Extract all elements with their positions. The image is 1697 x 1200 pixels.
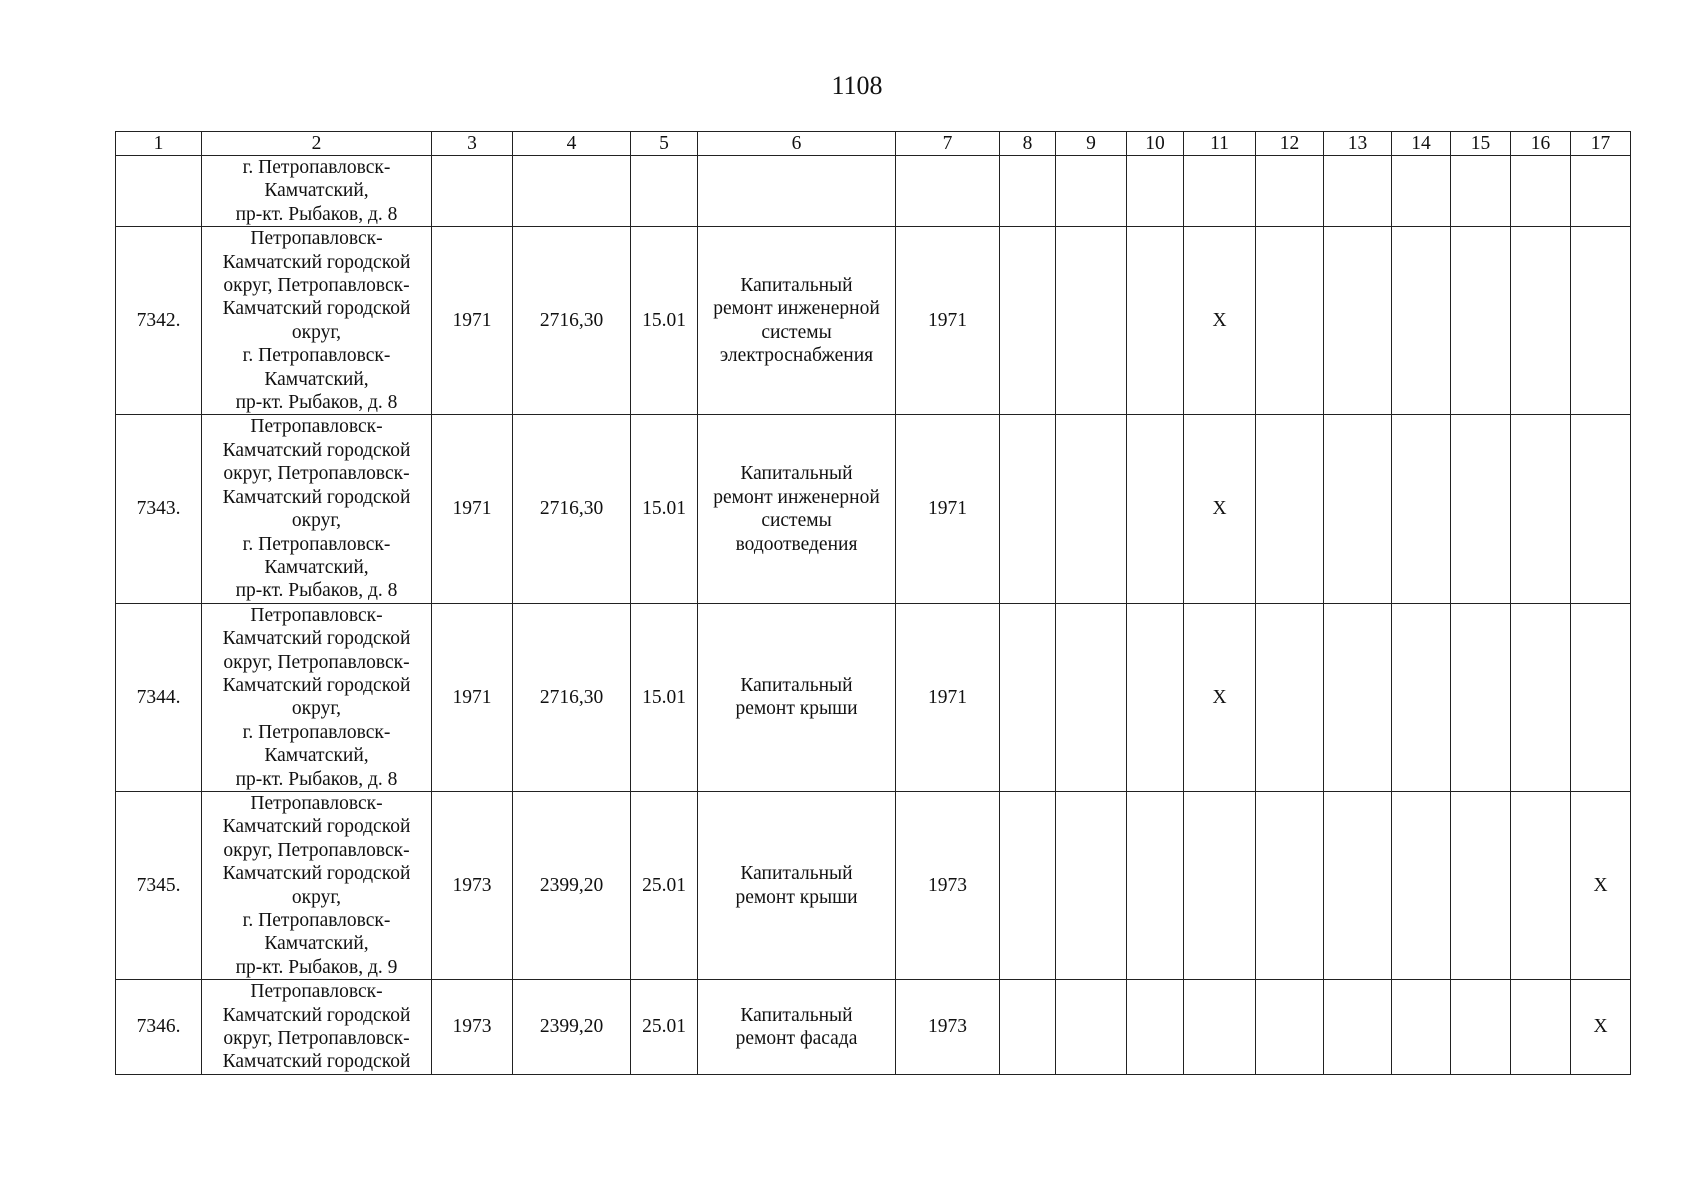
period-cell-12 xyxy=(1256,791,1324,979)
build-year-cell: 1973 xyxy=(432,980,513,1075)
area-cell: 2716,30 xyxy=(513,415,631,603)
empty-cell xyxy=(116,156,202,227)
empty-cell xyxy=(1256,156,1324,227)
build-year-cell: 1971 xyxy=(432,415,513,603)
empty-cell xyxy=(432,156,513,227)
column-number: 14 xyxy=(1392,132,1451,156)
empty-cell xyxy=(1184,156,1256,227)
period-cell-17: X xyxy=(1571,791,1631,979)
empty-cell xyxy=(1000,156,1056,227)
address-cell: Петропавловск- Камчатский городской округ, Петропавловск- Камчатский городской округ, г. Петропавловск- Камчатский, пр-кт. Рыбаков, д. 9 xyxy=(202,791,432,979)
column-number: 1 xyxy=(116,132,202,156)
column-number: 8 xyxy=(1000,132,1056,156)
period-cell-13 xyxy=(1324,227,1392,415)
build-year-cell: 1971 xyxy=(432,227,513,415)
empty-cell xyxy=(1056,156,1127,227)
period-cell-15 xyxy=(1451,980,1511,1075)
column-number: 17 xyxy=(1571,132,1631,156)
build-year-cell: 1973 xyxy=(432,791,513,979)
period-cell-12 xyxy=(1256,603,1324,791)
period-cell-10 xyxy=(1127,791,1184,979)
address-cell: г. Петропавловск- Камчатский, пр-кт. Рыбаков, д. 8 xyxy=(202,156,432,227)
empty-cell xyxy=(631,156,698,227)
period-cell-14 xyxy=(1392,227,1451,415)
period-cell-11 xyxy=(1184,980,1256,1075)
period-cell-16 xyxy=(1511,603,1571,791)
column-number: 12 xyxy=(1256,132,1324,156)
table-row xyxy=(116,980,1631,1075)
period-cell-9 xyxy=(1056,603,1127,791)
work-year-cell: 1971 xyxy=(896,415,1000,603)
work-year-cell: 1973 xyxy=(896,980,1000,1075)
period-cell-9 xyxy=(1056,980,1127,1075)
period-cell-12 xyxy=(1256,980,1324,1075)
period-cell-11: X xyxy=(1184,603,1256,791)
empty-cell xyxy=(513,156,631,227)
area-cell: 2399,20 xyxy=(513,791,631,979)
continuation-row xyxy=(116,156,1631,227)
period-cell-8 xyxy=(1000,603,1056,791)
period-cell-14 xyxy=(1392,415,1451,603)
column-number: 5 xyxy=(631,132,698,156)
column-number: 16 xyxy=(1511,132,1571,156)
empty-cell xyxy=(1127,156,1184,227)
period-cell-8 xyxy=(1000,227,1056,415)
period-cell-16 xyxy=(1511,227,1571,415)
empty-cell xyxy=(698,156,896,227)
column-number: 9 xyxy=(1056,132,1127,156)
period-cell-12 xyxy=(1256,415,1324,603)
row-number-cell: 7346. xyxy=(116,980,202,1075)
period-cell-13 xyxy=(1324,603,1392,791)
empty-cell xyxy=(1451,156,1511,227)
work-type-cell: Капитальный ремонт крыши xyxy=(698,791,896,979)
row-number-cell: 7344. xyxy=(116,603,202,791)
empty-cell xyxy=(1571,156,1631,227)
work-year-cell: 1971 xyxy=(896,603,1000,791)
period-cell-11: X xyxy=(1184,415,1256,603)
table-row xyxy=(116,603,1631,791)
period-cell-9 xyxy=(1056,227,1127,415)
area-cell: 2716,30 xyxy=(513,227,631,415)
period-cell-17 xyxy=(1571,227,1631,415)
code-cell: 25.01 xyxy=(631,791,698,979)
period-cell-9 xyxy=(1056,415,1127,603)
period-cell-8 xyxy=(1000,980,1056,1075)
work-year-cell: 1973 xyxy=(896,791,1000,979)
period-cell-8 xyxy=(1000,791,1056,979)
period-cell-15 xyxy=(1451,791,1511,979)
table-row xyxy=(116,415,1631,603)
row-number-cell: 7345. xyxy=(116,791,202,979)
period-cell-14 xyxy=(1392,980,1451,1075)
period-cell-13 xyxy=(1324,980,1392,1075)
address-cell: Петропавловск- Камчатский городской округ, Петропавловск- Камчатский городской округ, г. Петропавловск- Камчатский, пр-кт. Рыбаков, д. 8 xyxy=(202,415,432,603)
column-number: 15 xyxy=(1451,132,1511,156)
period-cell-11: X xyxy=(1184,227,1256,415)
build-year-cell: 1971 xyxy=(432,603,513,791)
address-cell: Петропавловск- Камчатский городской округ, Петропавловск- Камчатский городской xyxy=(202,980,432,1075)
area-cell: 2399,20 xyxy=(513,980,631,1075)
period-cell-16 xyxy=(1511,980,1571,1075)
period-cell-17 xyxy=(1571,415,1631,603)
period-cell-14 xyxy=(1392,791,1451,979)
period-cell-10 xyxy=(1127,415,1184,603)
code-cell: 15.01 xyxy=(631,603,698,791)
period-cell-17: X xyxy=(1571,980,1631,1075)
code-cell: 15.01 xyxy=(631,227,698,415)
empty-cell xyxy=(896,156,1000,227)
period-cell-10 xyxy=(1127,603,1184,791)
period-cell-11 xyxy=(1184,791,1256,979)
period-cell-10 xyxy=(1127,980,1184,1075)
table-row xyxy=(116,227,1631,415)
empty-cell xyxy=(1324,156,1392,227)
empty-cell xyxy=(1392,156,1451,227)
work-type-cell: Капитальный ремонт крыши xyxy=(698,603,896,791)
address-cell: Петропавловск- Камчатский городской округ, Петропавловск- Камчатский городской округ, г. Петропавловск- Камчатский, пр-кт. Рыбаков, д. 8 xyxy=(202,603,432,791)
column-number-row xyxy=(116,132,1631,156)
page-number: 1108 xyxy=(831,71,883,100)
column-number: 2 xyxy=(202,132,432,156)
address-cell: Петропавловск- Камчатский городской округ, Петропавловск- Камчатский городской округ, г. Петропавловск- Камчатский, пр-кт. Рыбаков, д. 8 xyxy=(202,227,432,415)
code-cell: 15.01 xyxy=(631,415,698,603)
area-cell: 2716,30 xyxy=(513,603,631,791)
column-number: 4 xyxy=(513,132,631,156)
period-cell-14 xyxy=(1392,603,1451,791)
period-cell-15 xyxy=(1451,227,1511,415)
row-number-cell: 7342. xyxy=(116,227,202,415)
period-cell-17 xyxy=(1571,603,1631,791)
empty-cell xyxy=(1511,156,1571,227)
work-type-cell: Капитальный ремонт фасада xyxy=(698,980,896,1075)
period-cell-12 xyxy=(1256,227,1324,415)
period-cell-16 xyxy=(1511,791,1571,979)
period-cell-10 xyxy=(1127,227,1184,415)
column-number: 10 xyxy=(1127,132,1184,156)
code-cell: 25.01 xyxy=(631,980,698,1075)
period-cell-16 xyxy=(1511,415,1571,603)
work-type-cell: Капитальный ремонт инженерной системы электроснабжения xyxy=(698,227,896,415)
column-number: 3 xyxy=(432,132,513,156)
period-cell-15 xyxy=(1451,415,1511,603)
period-cell-15 xyxy=(1451,603,1511,791)
row-number-cell: 7343. xyxy=(116,415,202,603)
column-number: 6 xyxy=(698,132,896,156)
register-table xyxy=(115,131,1631,1075)
period-cell-8 xyxy=(1000,415,1056,603)
period-cell-13 xyxy=(1324,415,1392,603)
period-cell-13 xyxy=(1324,791,1392,979)
column-number: 13 xyxy=(1324,132,1392,156)
work-year-cell: 1971 xyxy=(896,227,1000,415)
table-row xyxy=(116,791,1631,979)
column-number: 7 xyxy=(896,132,1000,156)
work-type-cell: Капитальный ремонт инженерной системы водоотведения xyxy=(698,415,896,603)
column-number: 11 xyxy=(1184,132,1256,156)
period-cell-9 xyxy=(1056,791,1127,979)
